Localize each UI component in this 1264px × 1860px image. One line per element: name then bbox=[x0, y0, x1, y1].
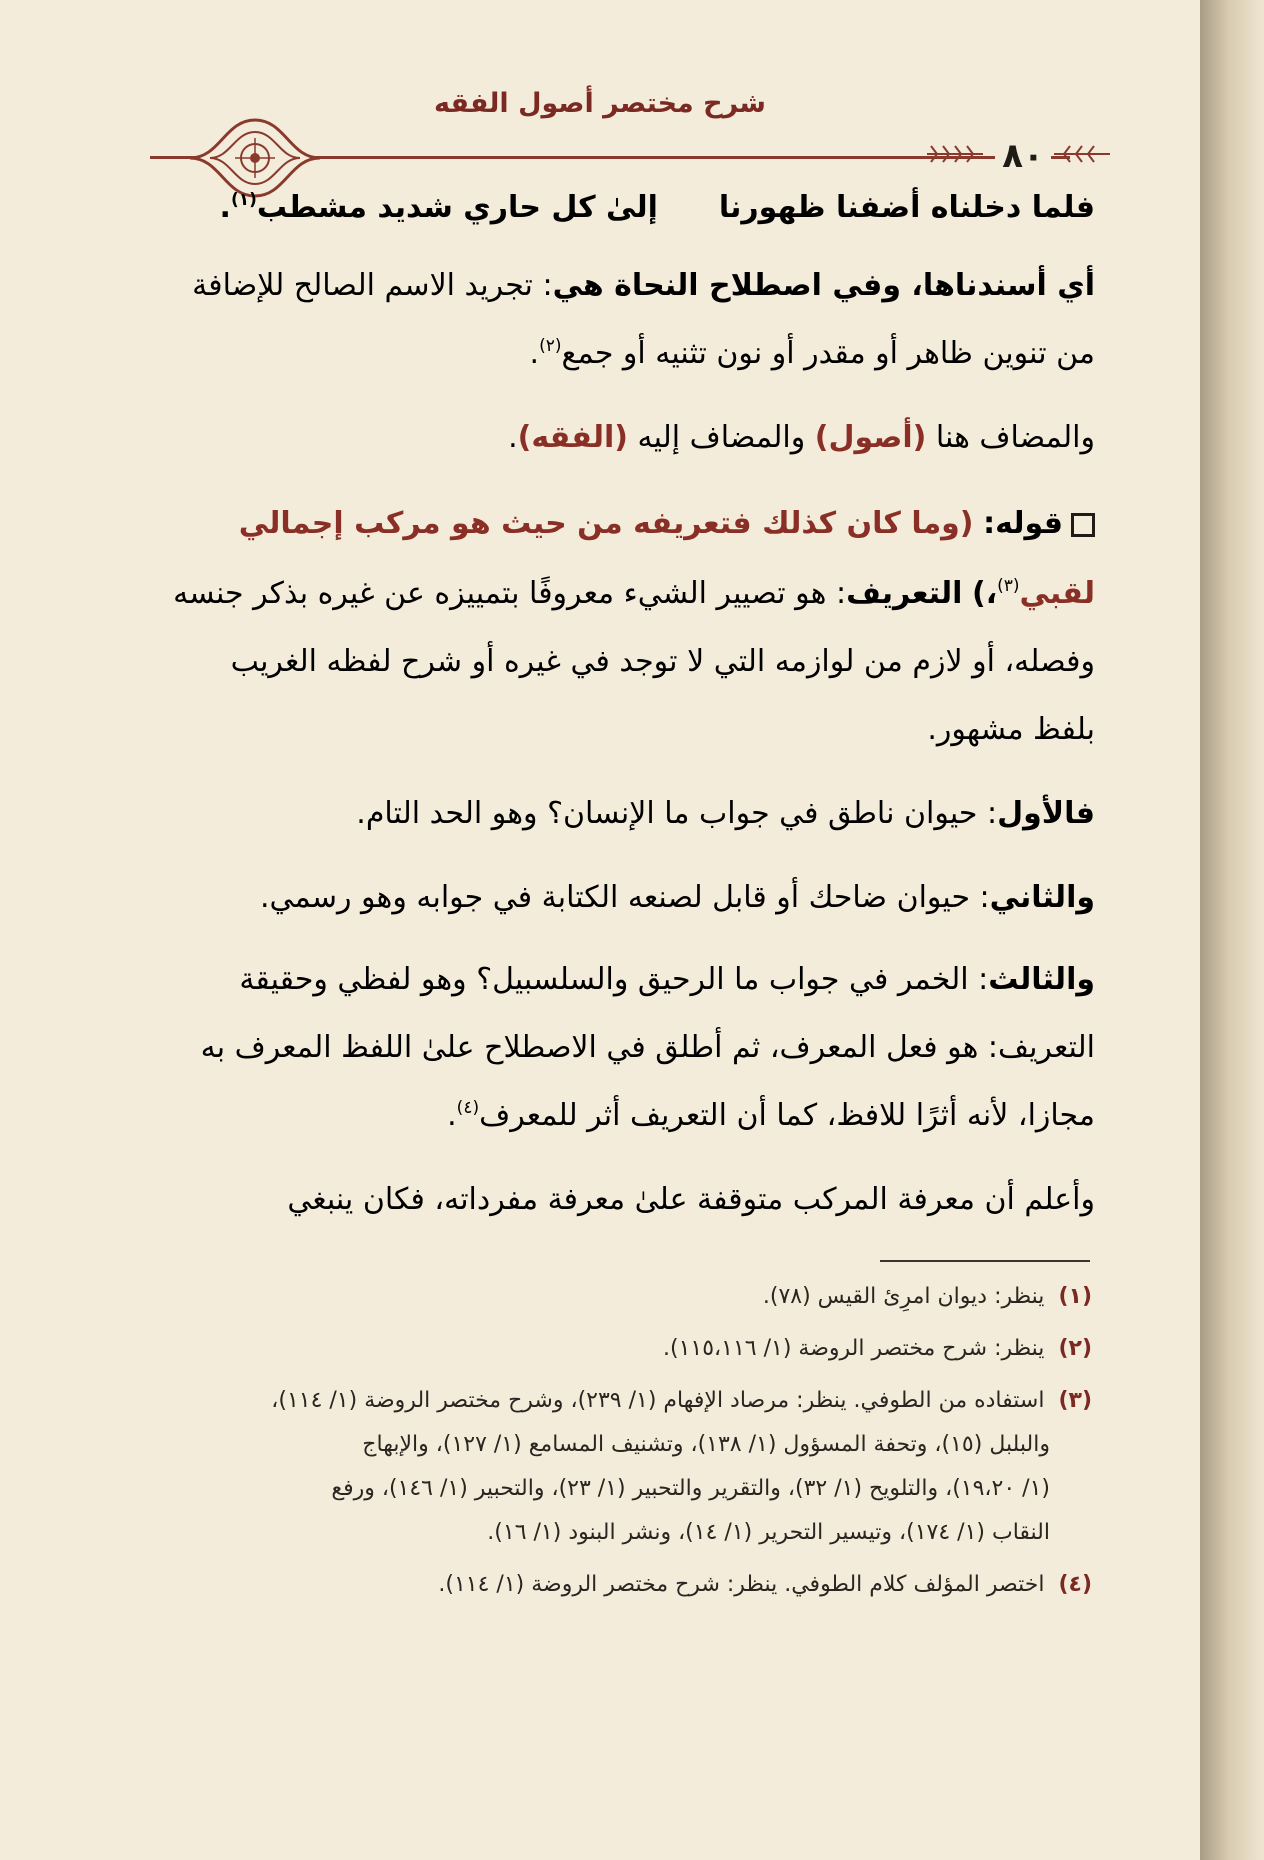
paragraph-7: وأعلم أن معرفة المركب متوقفة علىٰ معرفة مفرداته، فكان ينبغي bbox=[287, 1182, 1095, 1217]
footnote-ref-3: (٣) bbox=[997, 576, 1020, 596]
term-tarif: التعريف bbox=[846, 576, 963, 611]
p3-label: قوله: bbox=[983, 506, 1063, 541]
footnote-text: اختصر المؤلف كلام الطوفي. ينظر: شرح مختصر الروضة (١/ ١١٤). bbox=[438, 1572, 1045, 1597]
term-third: والثالث bbox=[988, 962, 1095, 997]
footnote-number: (٣) bbox=[1058, 1388, 1092, 1413]
footnote-3-continuation: النقاب (١/ ١٧٤)، وتيسير التحرير (١/ ١٤)، ونشر البنود (١/ ١٦). bbox=[487, 1520, 1050, 1545]
p6-line3: مجازا، لأنه أثرًا للافظ، كما أن التعريف أثر للمعرف bbox=[479, 1098, 1095, 1133]
paragraph-1-line-1 bbox=[145, 266, 1095, 305]
paragraph-4 bbox=[145, 794, 1095, 833]
footnote-4 bbox=[145, 1570, 1092, 1601]
paragraph-6-line-2: التعريف: هو فعل المعرف، ثم أطلق في الاصطلاح علىٰ اللفظ المعرف به bbox=[200, 1030, 1095, 1065]
p3-quote: (وما كان كذلك فتعريفه من حيث هو مركب إجمالي bbox=[238, 506, 974, 541]
footnote-3-continuation: والبلبل (١٥)، وتحفة المسؤول (١/ ١٣٨)، وتشنيف المسامع (١/ ١٢٧)، والإبهاج bbox=[362, 1432, 1050, 1457]
footnote-2 bbox=[145, 1334, 1092, 1365]
term-first: فالأول bbox=[997, 796, 1095, 831]
term-usul: (أصول) bbox=[814, 420, 927, 455]
paragraph-3-line-2 bbox=[145, 574, 1095, 613]
p1-bold-text: أي أسندناها، وفي اصطلاح النحاة هي bbox=[552, 268, 1095, 303]
p3-quote-end: لقبي bbox=[1019, 576, 1095, 611]
checkbox-marker-icon bbox=[1071, 513, 1095, 537]
paragraph-5 bbox=[145, 878, 1095, 917]
p4-text: : حيوان ناطق في جواب ما الإنسان؟ وهو الحد التام. bbox=[356, 796, 998, 831]
footnote-text: استفاده من الطوفي. ينظر: مرصاد الإفهام (١/ ٢٣٩)، وشرح مختصر الروضة (١/ ١١٤)، bbox=[271, 1388, 1045, 1413]
paragraph-1-line-2 bbox=[145, 334, 1095, 373]
p3-line2: : هو تصيير الشيء معروفًا بتمييزه عن غيره بذكر جنسه bbox=[173, 576, 847, 611]
sprig-ornament-icon bbox=[925, 142, 985, 166]
running-header-title: شرح مختصر أصول الفقه bbox=[434, 88, 766, 119]
p2-period: . bbox=[508, 420, 518, 455]
verse-line bbox=[145, 188, 1095, 227]
footnote-text: ينظر: شرح مختصر الروضة (١/ ١١٥،١١٦). bbox=[663, 1336, 1045, 1361]
page-number: ٨٠ bbox=[995, 136, 1051, 176]
p1-text: : تجريد الاسم الصالح للإضافة bbox=[192, 268, 553, 303]
p6-text: : الخمر في جواب ما الرحيق والسلسبيل؟ وهو لفظي وحقيقة bbox=[239, 962, 989, 997]
paragraph-6-line-1 bbox=[145, 960, 1095, 999]
paragraph-3-line-4: بلفظ مشهور. bbox=[927, 712, 1095, 747]
footnote-text: ينظر: ديوان امرِئ القيس (٧٨). bbox=[762, 1284, 1045, 1309]
p2-mid: والمضاف إليه bbox=[637, 420, 806, 455]
verse-hemistich-2: إلىٰ كل حاري شديد مشطب bbox=[256, 190, 658, 225]
footnote-3-continuation: (١/ ١٩،٢٠)، والتلويح (١/ ٣٢)، والتقرير والتحبير (١/ ٢٣)، والتحبير (١/ ١٤٦)، ورفع bbox=[331, 1476, 1050, 1501]
book-spine-shadow bbox=[1200, 0, 1264, 1860]
footnote-ref-4: (٤) bbox=[456, 1098, 480, 1118]
footnote-number: (٢) bbox=[1058, 1336, 1092, 1361]
p1-period: . bbox=[529, 336, 540, 371]
footnote-number: (٤) bbox=[1058, 1572, 1092, 1597]
paragraph-3-line-3: وفصله، أو لازم من لوازمه التي لا توجد في غيره أو شرح لفظه الغريب bbox=[230, 644, 1095, 679]
verse-period: . bbox=[219, 190, 231, 225]
p1-line2: من تنوين ظاهر أو مقدر أو نون تثنيه أو جمع bbox=[561, 336, 1095, 371]
sprig-ornament-icon bbox=[1052, 142, 1112, 166]
verse-hemistich-1: فلما دخلناه أضفنا ظهورنا bbox=[718, 190, 1095, 225]
footnote-ref-2: (٢) bbox=[539, 336, 562, 356]
paragraph-3-line-1 bbox=[145, 504, 1095, 543]
footnote-1 bbox=[145, 1282, 1092, 1313]
p3-quote-close: ،) bbox=[972, 576, 998, 611]
paragraph-6-line-3 bbox=[145, 1096, 1095, 1135]
paragraph-2 bbox=[145, 418, 1095, 457]
footnote-number: (١) bbox=[1058, 1284, 1092, 1309]
term-second: والثاني bbox=[989, 880, 1095, 915]
footnote-separator bbox=[880, 1260, 1090, 1262]
term-fiqh: (الفقه) bbox=[517, 420, 628, 455]
p5-text: : حيوان ضاحك أو قابل لصنعه الكتابة في جوابه وهو رسمي. bbox=[260, 880, 990, 915]
footnote-ref-1: (١) bbox=[230, 190, 257, 210]
p2-pre: والمضاف هنا bbox=[935, 420, 1095, 455]
footnote-3 bbox=[145, 1386, 1092, 1417]
p6-period: . bbox=[447, 1098, 457, 1133]
